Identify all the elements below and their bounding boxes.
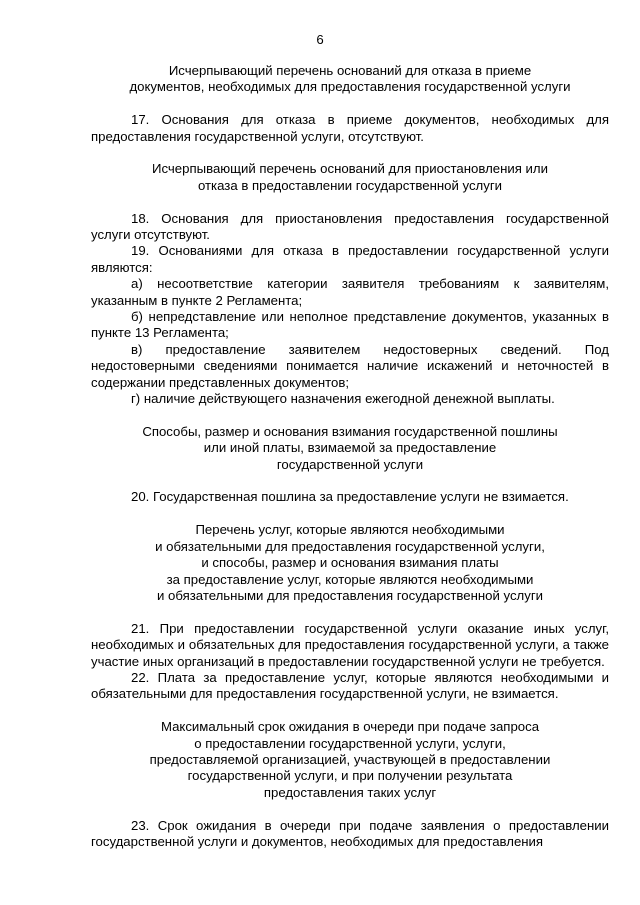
- paragraph: 19. Основаниями для отказа в предоставлении государственной услуги являются:: [91, 243, 609, 275]
- page-number: 6: [316, 32, 324, 47]
- paragraph: 20. Государственная пошлина за предоставление услуги не взимается.: [131, 489, 569, 505]
- heading-line: и обязательными для предоставления государственной услуги: [156, 587, 544, 603]
- paragraph-gap: [91, 96, 609, 112]
- heading-line: Исчерпывающий перечень оснований для приостановления или: [152, 161, 548, 177]
- heading-line: государственной услуги, и при получении результата: [187, 768, 513, 784]
- paragraph-gap: [91, 604, 609, 620]
- paragraph-gap: [91, 145, 609, 161]
- paragraph: б) непредставление или неполное представление документов, указанных в пункте 13 Регламента;: [91, 309, 609, 341]
- paragraph-gap: [91, 473, 609, 489]
- heading-line: Исчерпывающий перечень оснований для отказа в приеме: [168, 63, 532, 78]
- heading-line: о предоставлении государственной услуги, услуги,: [194, 735, 506, 751]
- paragraph-gap: [91, 506, 609, 522]
- heading-line: государственной услуги: [276, 456, 424, 472]
- heading-line: отказа в предоставлении государственной услуги: [197, 177, 503, 193]
- paragraph-gap: [91, 801, 609, 817]
- paragraph: 18. Основания для приостановления предоставления государственной услуги отсутствуют.: [91, 210, 609, 243]
- paragraph: 17. Основания для отказа в приеме документов, необходимых для предоставления государственной услуги, отсутствуют.: [91, 112, 609, 144]
- heading-line: за предоставление услуг, которые являются необходимыми: [166, 571, 534, 587]
- paragraph: а) несоответствие категории заявителя требованиям к заявителям, указанным в пункте 2 Регламента;: [91, 276, 609, 308]
- paragraph-gap: [91, 194, 609, 210]
- paragraph: в) предоставление заявителем недостоверных сведений. Под недостоверными сведениями понимается наличие искажений и неточностей в содержании представленных документов;: [91, 341, 609, 390]
- paragraph-gap: [91, 703, 609, 719]
- section-heading: [91, 522, 609, 604]
- heading-line: или иной платы, взимаемой за предоставление: [203, 440, 497, 456]
- heading-line: предоставляемой организацией, участвующей в предоставлении: [149, 751, 551, 767]
- heading-line: и способы, размер и основания взимания платы: [201, 555, 499, 571]
- paragraph: 22. Плата за предоставление услуг, которые являются необходимыми и обязательными для предоставления государственной услуги, не взимается.: [91, 669, 609, 702]
- paragraph: 23. Срок ожидания в очереди при подаче заявления о предоставлении государственной услуги и документов, необходимых для предоставления: [91, 817, 609, 849]
- section-heading: [91, 63, 609, 96]
- paragraph-gap: [91, 407, 609, 423]
- section-heading: [91, 424, 609, 473]
- heading-line: Перечень услуг, которые являются необходимыми: [195, 522, 505, 538]
- heading-line: Способы, размер и основания взимания государственной пошлины: [142, 423, 558, 439]
- heading-line: Максимальный срок ожидания в очереди при подаче запроса: [160, 719, 540, 735]
- heading-line: предоставления таких услуг: [263, 784, 437, 800]
- paragraph: г) наличие действующего назначения ежегодной денежной выплаты.: [131, 391, 555, 407]
- section-heading: [91, 719, 609, 801]
- document-body: [91, 63, 609, 850]
- section-heading: [91, 161, 609, 194]
- paragraph: 21. При предоставлении государственной услуги оказание иных услуг, необходимых и обязательных для предоставления государственной услуги, а также участие иных организаций в предоставлении государственной услуги не требуется.: [91, 620, 609, 669]
- heading-line: документов, необходимых для предоставления государственной услуги: [129, 79, 571, 95]
- heading-line: и обязательными для предоставления государственной услуги,: [155, 538, 545, 554]
